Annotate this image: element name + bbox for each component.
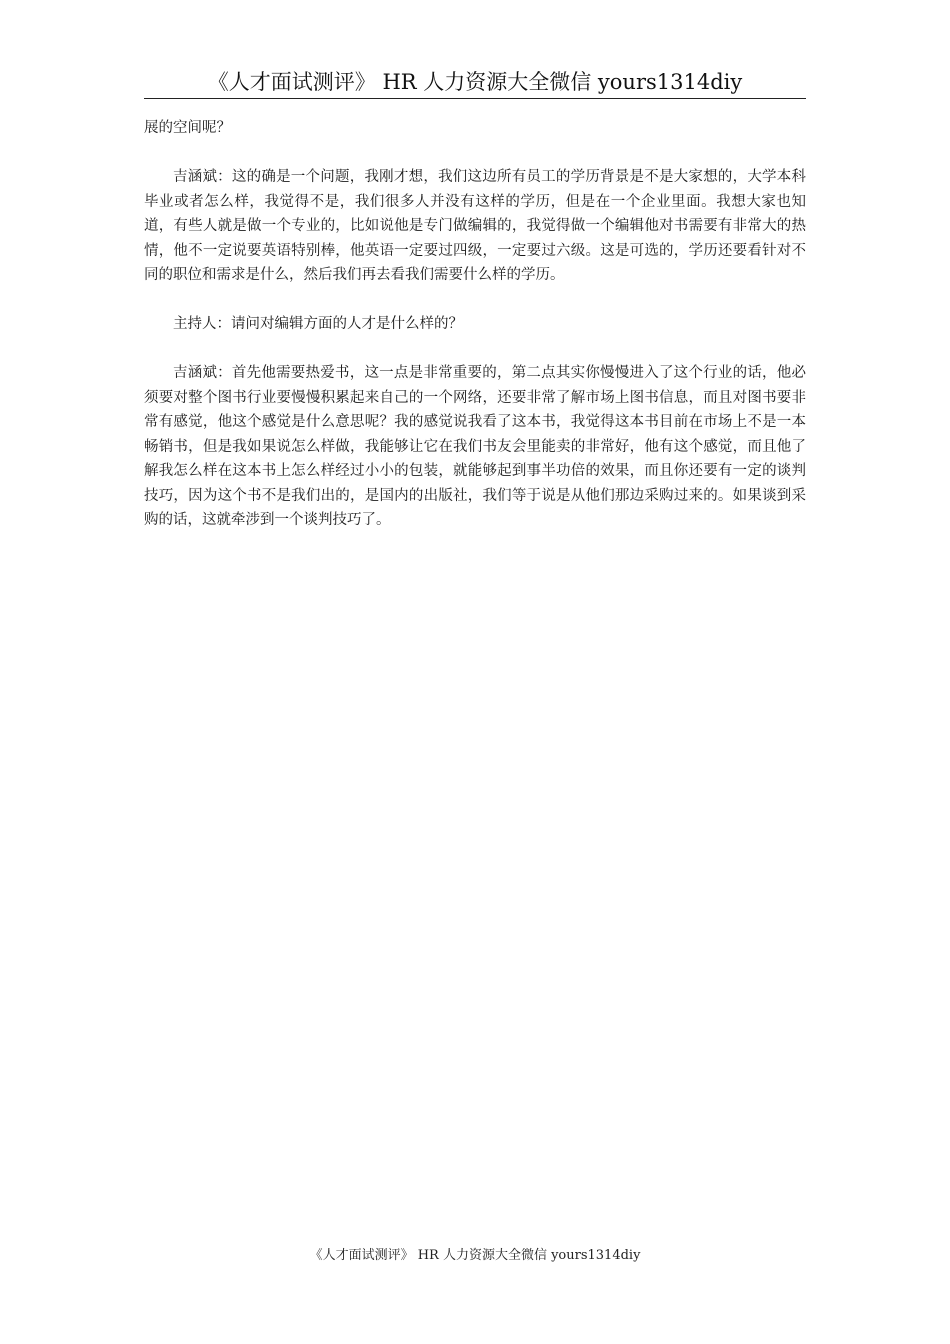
paragraph-ji-hanbin-answer-2: 吉涵斌：首先他需要热爱书，这一点是非常重要的，第二点其实你慢慢进入了这个行业的话，他必须要对整个图书行业要慢慢积累起来自己的一个网络，还要非常了解市场上图书信息，而且对图书要非常有感觉，他这个感觉是什么意思呢？我的感觉说我看了这本书，我觉得这本书目前在市场上不是一本畅销书，但是我如果说怎么样做，我能够让它在我们书友会里能卖的非常好，他有这个感觉，而且他了解我怎么样在这本书上怎么样经过小小的包装，就能够起到事半功倍的效果，而且你还要有一定的谈判技巧，因为这个书不是我们出的，是国内的出版社，我们等于说是从他们那边采购过来的。如果谈到采购的话，这就牵涉到一个谈判技巧了。 <box>144 365 806 528</box>
document-body <box>144 116 806 533</box>
page-header: 《人才面试测评》 HR 人力资源大全微信 yours1314diy <box>207 70 743 94</box>
paragraph-ji-hanbin-answer-1: 吉涵斌：这的确是一个问题，我刚才想，我们这边所有员工的学历背景是不是大家想的，大学本科毕业或者怎么样，我觉得不是，我们很多人并没有这样的学历，但是在一个企业里面。我想大家也知道，有些人就是做一个专业的，比如说他是专门做编辑的，我觉得做一个编辑他对书需要有非常大的热情，他不一定说要英语特别棒，他英语一定要过四级，一定要过六级。这是可选的，学历还要看针对不同的职位和需求是什么，然后我们再去看我们需要什么样的学历。 <box>144 169 806 283</box>
paragraph-host-question: 主持人：请问对编辑方面的人才是什么样的？ <box>173 316 463 332</box>
page-footer: 《人才面试测评》 HR 人力资源大全微信 yours1314diy <box>309 1248 641 1263</box>
header-divider <box>144 98 806 99</box>
paragraph-continuation: 展的空间呢？ <box>144 120 231 136</box>
